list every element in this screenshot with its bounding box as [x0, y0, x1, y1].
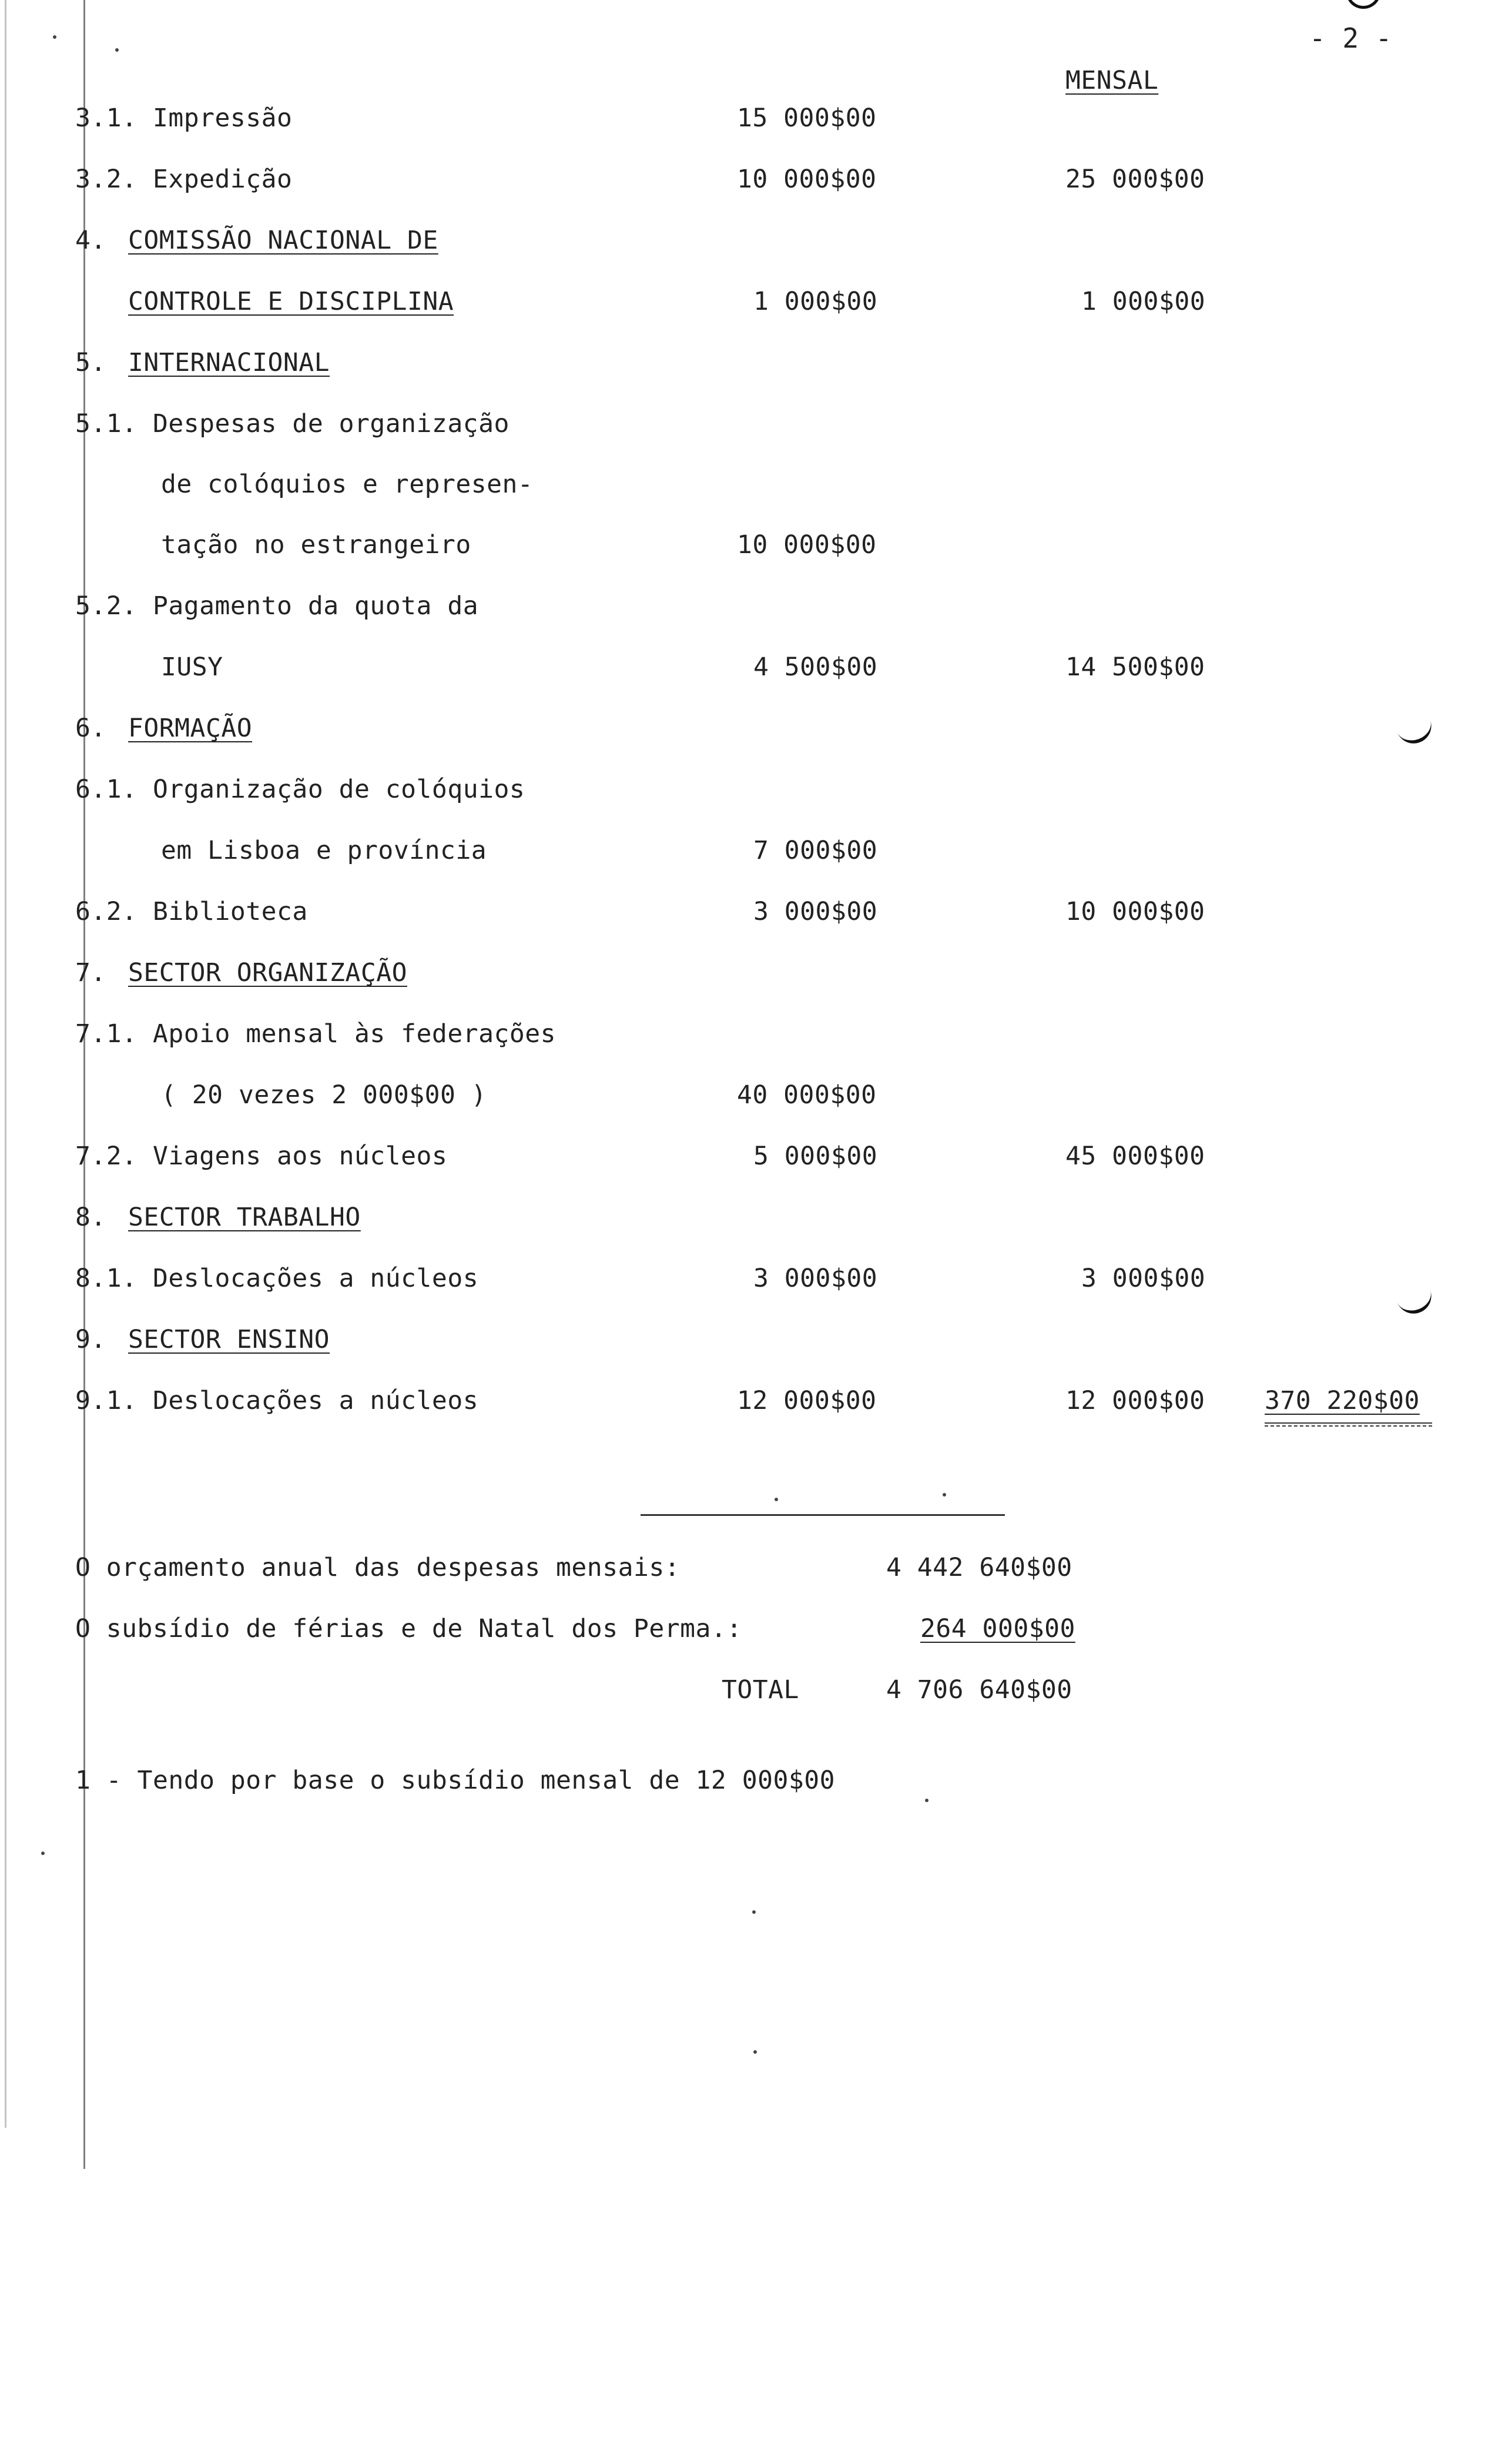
row-5-1-label: 5.1. Despesas de organização — [75, 409, 509, 438]
row-7-1-label-cont: ( 20 vezes 2 000$00 ) — [161, 1080, 487, 1110]
annual-budget-value: 4 442 640$00 — [886, 1553, 1072, 1582]
section-8-heading: SECTOR TRABALHO — [128, 1203, 361, 1232]
row-5-2-label: 5.2. Pagamento da quota da — [75, 591, 479, 621]
total-double-underline — [1265, 1422, 1432, 1427]
footnote: 1 - Tendo por base o subsídio mensal de 12 000$00 — [75, 1766, 836, 1795]
section-6-number: 6. — [75, 714, 106, 743]
row-7-1-amount: 40 000$00 — [737, 1080, 877, 1110]
binding-margin-line — [83, 0, 85, 2169]
row-8-1-label: 8.1. Deslocações a núcleos — [75, 1264, 479, 1293]
subsidy-value: 264 000$00 — [920, 1614, 1075, 1643]
section-7-number: 7. — [75, 958, 106, 987]
page-number: - 2 - — [1309, 22, 1392, 54]
row-8-1-amount: 3 000$00 — [753, 1264, 878, 1293]
section-5-number: 5. — [75, 348, 106, 377]
row-9-1-label: 9.1. Deslocações a núcleos — [75, 1386, 479, 1415]
section-4-monthly: 1 000$00 — [1081, 287, 1206, 316]
row-7-2-monthly: 45 000$00 — [1065, 1141, 1205, 1171]
section-7-heading: SECTOR ORGANIZAÇÃO — [128, 958, 407, 987]
handwritten-tick-mark-2 — [1396, 1288, 1436, 1318]
row-8-1-monthly: 3 000$00 — [1081, 1264, 1206, 1293]
separator-rule — [641, 1514, 1005, 1516]
row-7-2-label: 7.2. Viagens aos núcleos — [75, 1141, 448, 1171]
total-label: TOTAL — [722, 1675, 799, 1705]
row-6-1-amount: 7 000$00 — [753, 836, 878, 865]
row-7-2-amount: 5 000$00 — [753, 1141, 878, 1171]
row-7-1-label: 7.1. Apoio mensal às federações — [75, 1019, 557, 1049]
section-5-heading: INTERNACIONAL — [128, 348, 330, 377]
grand-total-monthly: 370 220$00 — [1265, 1386, 1420, 1415]
scan-speck — [41, 1852, 45, 1855]
section-4-heading-cont: CONTROLE E DISCIPLINA — [128, 287, 454, 316]
row-6-2-label: 6.2. Biblioteca — [75, 897, 308, 926]
total-value: 4 706 640$00 — [886, 1675, 1072, 1705]
row-3-1-label: 3.1. Impressão — [75, 103, 293, 133]
row-6-1-label: 6.1. Organização de colóquios — [75, 775, 525, 804]
row-9-1-amount: 12 000$00 — [737, 1386, 877, 1415]
separator-mark — [775, 1498, 778, 1501]
row-5-2-label-cont: IUSY — [161, 652, 223, 682]
separator-mark-2 — [943, 1493, 946, 1497]
section-6-heading: FORMAÇÃO — [128, 714, 253, 743]
row-5-1-amount: 10 000$00 — [737, 530, 877, 560]
page-edge-line — [5, 0, 6, 2128]
section-9-heading: SECTOR ENSINO — [128, 1325, 330, 1354]
scan-speck — [53, 35, 56, 39]
scan-speck — [752, 1910, 756, 1914]
subsidy-label: O subsídio de férias e de Natal dos Perma.: — [75, 1614, 742, 1643]
annual-budget-label: O orçamento anual das despesas mensais: — [75, 1553, 681, 1582]
row-5-1-label-cont2: tação no estrangeiro — [161, 530, 471, 560]
row-5-2-monthly: 14 500$00 — [1065, 652, 1205, 682]
section-4-amount: 1 000$00 — [753, 287, 878, 316]
row-3-2-label: 3.2. Expedição — [75, 165, 293, 194]
row-9-1-monthly: 12 000$00 — [1065, 1386, 1205, 1415]
row-6-2-amount: 3 000$00 — [753, 897, 878, 926]
row-6-2-monthly: 10 000$00 — [1065, 897, 1205, 926]
row-5-2-amount: 4 500$00 — [753, 652, 878, 682]
row-5-1-label-cont: de colóquios e represen- — [161, 470, 534, 499]
scan-speck — [753, 2050, 757, 2054]
column-header-mensal: MENSAL — [1065, 66, 1159, 95]
section-4-number: 4. — [75, 226, 106, 255]
section-9-number: 9. — [75, 1325, 106, 1354]
scan-speck — [115, 48, 119, 52]
row-3-2-amount: 10 000$00 — [737, 165, 877, 194]
row-6-1-label-cont: em Lisboa e província — [161, 836, 487, 865]
scan-speck — [925, 1799, 928, 1802]
row-3-1-amount: 15 000$00 — [737, 103, 877, 133]
row-3-2-monthly: 25 000$00 — [1065, 165, 1205, 194]
section-4-heading: COMISSÃO NACIONAL DE — [128, 226, 438, 255]
handwritten-tick-mark — [1396, 718, 1436, 748]
handwritten-corner-mark — [1346, 0, 1381, 9]
section-8-number: 8. — [75, 1203, 106, 1232]
